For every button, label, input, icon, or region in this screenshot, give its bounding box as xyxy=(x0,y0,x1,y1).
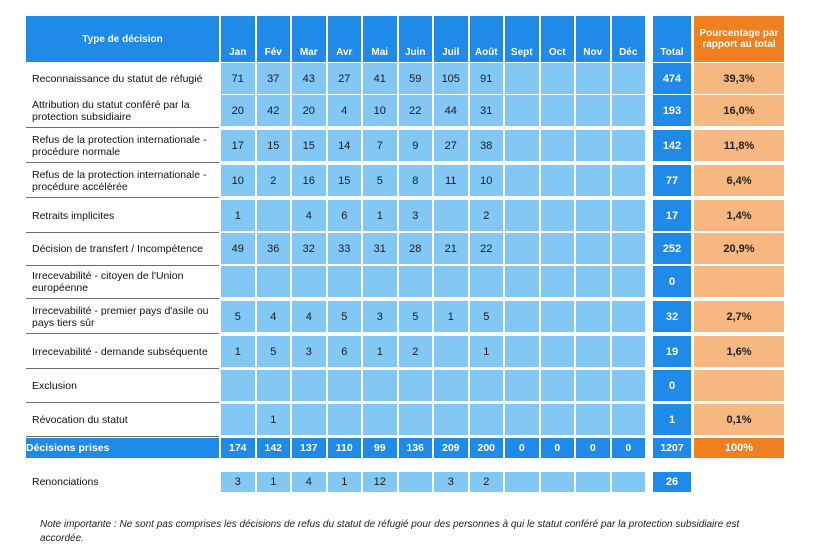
table-cell: 20 xyxy=(221,95,255,126)
table-cell: 59 xyxy=(399,63,433,94)
table-cell xyxy=(576,370,610,401)
summary-cell: 209 xyxy=(434,438,468,458)
row-percentage: 16,0% xyxy=(694,95,784,126)
table-cell: 1 xyxy=(363,200,397,231)
header-month: Août xyxy=(470,16,504,62)
summary-cell: 0 xyxy=(541,438,575,458)
table-cell xyxy=(257,370,291,401)
summary-total: 1207 xyxy=(653,438,691,458)
table-cell xyxy=(612,165,646,196)
table-cell: 91 xyxy=(470,63,504,94)
renonciations-cell: 1 xyxy=(328,472,362,492)
table-cell xyxy=(612,301,646,332)
summary-cell: 0 xyxy=(612,438,646,458)
table-cell: 3 xyxy=(363,301,397,332)
row-label: Retraits implicites xyxy=(26,200,219,233)
renonciations-cell: 3 xyxy=(434,472,468,492)
table-cell: 43 xyxy=(292,63,326,94)
table-cell: 10 xyxy=(363,95,397,126)
table-cell xyxy=(576,95,610,126)
renonciations-label: Renonciations xyxy=(26,472,219,492)
table-cell: 27 xyxy=(328,63,362,94)
renonciations-cell xyxy=(612,472,646,492)
row-total: 252 xyxy=(653,233,691,264)
table-cell xyxy=(541,336,575,367)
table-cell: 37 xyxy=(257,63,291,94)
table-cell: 16 xyxy=(292,165,326,196)
table-cell xyxy=(612,95,646,126)
header-percentage: Pourcentage par rapport au total xyxy=(694,16,784,62)
table-cell: 15 xyxy=(257,130,291,161)
row-total: 0 xyxy=(653,266,691,297)
table-cell xyxy=(505,301,539,332)
header-type: Type de décision xyxy=(26,16,219,62)
header-month: Mar xyxy=(292,16,326,62)
footnote: Note importante : Ne sont pas comprises les décisions de refus du statut de réfugié pour des personnes à qui le statut conféré par la protection subsidiaire est accordée. xyxy=(40,519,740,544)
table-cell xyxy=(541,266,575,297)
table-cell: 4 xyxy=(292,301,326,332)
renonciations-cell xyxy=(399,472,433,492)
summary-cell: 136 xyxy=(399,438,433,458)
summary-cell: 99 xyxy=(363,438,397,458)
table-cell xyxy=(612,63,646,94)
table-cell: 17 xyxy=(221,130,255,161)
table-cell: 5 xyxy=(328,301,362,332)
header-month: Juil xyxy=(434,16,468,62)
row-label: Refus de la protection internationale - procédure normale xyxy=(26,130,219,163)
header-month: Nov xyxy=(576,16,610,62)
table-cell: 32 xyxy=(292,233,326,264)
table-cell: 15 xyxy=(328,165,362,196)
header-month: Déc xyxy=(612,16,646,62)
table-cell xyxy=(612,336,646,367)
table-cell xyxy=(434,370,468,401)
summary-label: Décisions prises xyxy=(26,438,219,458)
table-cell xyxy=(434,200,468,231)
row-label: Exclusion xyxy=(26,370,219,403)
row-percentage: 2,7% xyxy=(694,301,784,332)
row-label: Irrecevabilité - demande subséquente xyxy=(26,336,219,369)
table-cell xyxy=(541,95,575,126)
table-cell: 2 xyxy=(470,200,504,231)
row-label: Décision de transfert / Incompétence xyxy=(26,233,219,266)
table-cell xyxy=(505,336,539,367)
table-cell xyxy=(328,404,362,435)
header-month: Avr xyxy=(328,16,362,62)
table-cell xyxy=(576,63,610,94)
table-cell: 4 xyxy=(292,200,326,231)
row-label: Refus de la protection internationale - procédure accélérée xyxy=(26,165,219,198)
table-cell xyxy=(505,130,539,161)
row-percentage: 6,4% xyxy=(694,165,784,196)
table-cell xyxy=(576,301,610,332)
table-cell xyxy=(363,370,397,401)
header-month: Sept xyxy=(505,16,539,62)
table-cell xyxy=(434,336,468,367)
table-cell xyxy=(612,200,646,231)
table-cell: 10 xyxy=(470,165,504,196)
table-cell xyxy=(576,130,610,161)
table-cell xyxy=(576,233,610,264)
table-cell xyxy=(505,370,539,401)
header-month: Fév xyxy=(257,16,291,62)
table-cell xyxy=(612,130,646,161)
table-cell: 9 xyxy=(399,130,433,161)
summary-cell: 174 xyxy=(221,438,255,458)
row-percentage: 20,9% xyxy=(694,233,784,264)
renonciations-total: 26 xyxy=(653,472,691,492)
table-cell xyxy=(541,233,575,264)
table-cell: 1 xyxy=(221,200,255,231)
table-cell xyxy=(292,404,326,435)
summary-cell: 110 xyxy=(328,438,362,458)
table-cell xyxy=(399,266,433,297)
renonciations-cell xyxy=(576,472,610,492)
table-cell xyxy=(434,404,468,435)
row-total: 0 xyxy=(653,370,691,401)
renonciations-cell: 3 xyxy=(221,472,255,492)
table-cell: 27 xyxy=(434,130,468,161)
table-cell: 15 xyxy=(292,130,326,161)
table-cell: 71 xyxy=(221,63,255,94)
header-month: Jan xyxy=(221,16,255,62)
table-cell xyxy=(257,200,291,231)
table-cell: 1 xyxy=(434,301,468,332)
renonciations-cell xyxy=(505,472,539,492)
table-cell: 21 xyxy=(434,233,468,264)
row-total: 77 xyxy=(653,165,691,196)
table-cell xyxy=(576,266,610,297)
table-cell: 6 xyxy=(328,336,362,367)
table-cell xyxy=(541,200,575,231)
table-cell xyxy=(612,370,646,401)
row-label: Reconnaissance du statut de réfugié xyxy=(26,63,219,96)
summary-percentage: 100% xyxy=(694,438,784,458)
table-cell: 5 xyxy=(363,165,397,196)
header-total: Total xyxy=(653,16,691,62)
table-cell xyxy=(257,266,291,297)
summary-cell: 142 xyxy=(257,438,291,458)
table-cell xyxy=(363,404,397,435)
table-cell xyxy=(363,266,397,297)
table-cell: 2 xyxy=(399,336,433,367)
row-label: Révocation du statut xyxy=(26,404,219,437)
table-cell xyxy=(541,130,575,161)
table-cell: 7 xyxy=(363,130,397,161)
renonciations-cell: 2 xyxy=(470,472,504,492)
table-cell xyxy=(541,165,575,196)
row-percentage: 1,6% xyxy=(694,336,784,367)
table-cell: 3 xyxy=(292,336,326,367)
table-cell xyxy=(434,266,468,297)
table-cell: 2 xyxy=(257,165,291,196)
row-total: 474 xyxy=(653,63,691,94)
table-cell xyxy=(328,370,362,401)
renonciations-cell: 12 xyxy=(363,472,397,492)
table-cell xyxy=(612,404,646,435)
row-percentage: 0,1% xyxy=(694,404,784,435)
table-cell xyxy=(221,370,255,401)
row-percentage: 1,4% xyxy=(694,200,784,231)
table-cell: 5 xyxy=(257,336,291,367)
renonciations-cell: 4 xyxy=(292,472,326,492)
table-cell: 3 xyxy=(399,200,433,231)
row-percentage xyxy=(694,266,784,297)
table-cell xyxy=(399,370,433,401)
summary-cell: 200 xyxy=(470,438,504,458)
table-cell: 105 xyxy=(434,63,468,94)
row-total: 142 xyxy=(653,130,691,161)
table-cell xyxy=(612,266,646,297)
table-cell xyxy=(328,266,362,297)
table-cell xyxy=(470,404,504,435)
header-month: Mai xyxy=(363,16,397,62)
table-cell xyxy=(292,370,326,401)
table-cell: 31 xyxy=(470,95,504,126)
table-cell: 8 xyxy=(399,165,433,196)
row-percentage: 11,8% xyxy=(694,130,784,161)
table-cell: 28 xyxy=(399,233,433,264)
table-cell xyxy=(541,301,575,332)
row-total: 32 xyxy=(653,301,691,332)
table-cell xyxy=(541,63,575,94)
table-cell xyxy=(576,336,610,367)
row-percentage xyxy=(694,370,784,401)
renonciations-cell: 1 xyxy=(257,472,291,492)
header-month: Oct xyxy=(541,16,575,62)
row-total: 17 xyxy=(653,200,691,231)
table-cell: 4 xyxy=(257,301,291,332)
table-cell xyxy=(576,200,610,231)
table-cell xyxy=(221,404,255,435)
table-cell: 1 xyxy=(470,336,504,367)
row-total: 19 xyxy=(653,336,691,367)
table-cell: 1 xyxy=(363,336,397,367)
table-cell: 49 xyxy=(221,233,255,264)
header-month: Juin xyxy=(399,16,433,62)
table-cell xyxy=(505,95,539,126)
table-cell xyxy=(292,266,326,297)
table-cell xyxy=(541,370,575,401)
table-cell: 42 xyxy=(257,95,291,126)
table-cell xyxy=(505,404,539,435)
table-cell xyxy=(505,233,539,264)
table-cell: 44 xyxy=(434,95,468,126)
table-cell xyxy=(221,266,255,297)
table-cell: 14 xyxy=(328,130,362,161)
summary-cell: 137 xyxy=(292,438,326,458)
table-cell xyxy=(576,165,610,196)
table-cell xyxy=(612,233,646,264)
table-cell: 38 xyxy=(470,130,504,161)
row-total: 1 xyxy=(653,404,691,435)
row-label: Irrecevabilité - premier pays d'asile ou pays tiers sûr xyxy=(26,301,219,334)
table-cell: 33 xyxy=(328,233,362,264)
row-percentage: 39,3% xyxy=(694,63,784,94)
renonciations-cell xyxy=(541,472,575,492)
table-cell: 5 xyxy=(399,301,433,332)
table-cell xyxy=(576,404,610,435)
table-cell: 41 xyxy=(363,63,397,94)
row-label: Attribution du statut conféré par la protection subsidiaire xyxy=(26,95,219,128)
table-cell xyxy=(505,165,539,196)
table-cell xyxy=(505,266,539,297)
table-cell: 4 xyxy=(328,95,362,126)
row-label: Irrecevabilité - citoyen de l'Union européenne xyxy=(26,266,219,299)
table-cell: 5 xyxy=(470,301,504,332)
table-cell xyxy=(399,404,433,435)
summary-cell: 0 xyxy=(505,438,539,458)
table-cell xyxy=(470,266,504,297)
table-cell: 10 xyxy=(221,165,255,196)
table-cell xyxy=(505,200,539,231)
table-cell: 22 xyxy=(470,233,504,264)
summary-cell: 0 xyxy=(576,438,610,458)
table-cell: 1 xyxy=(221,336,255,367)
table-cell xyxy=(541,404,575,435)
table-cell: 5 xyxy=(221,301,255,332)
table-cell: 6 xyxy=(328,200,362,231)
table-cell: 20 xyxy=(292,95,326,126)
table-cell: 11 xyxy=(434,165,468,196)
table-cell: 36 xyxy=(257,233,291,264)
table-cell: 31 xyxy=(363,233,397,264)
table-cell: 22 xyxy=(399,95,433,126)
table-cell xyxy=(505,63,539,94)
table-cell: 1 xyxy=(257,404,291,435)
table-cell xyxy=(470,370,504,401)
row-total: 193 xyxy=(653,95,691,126)
